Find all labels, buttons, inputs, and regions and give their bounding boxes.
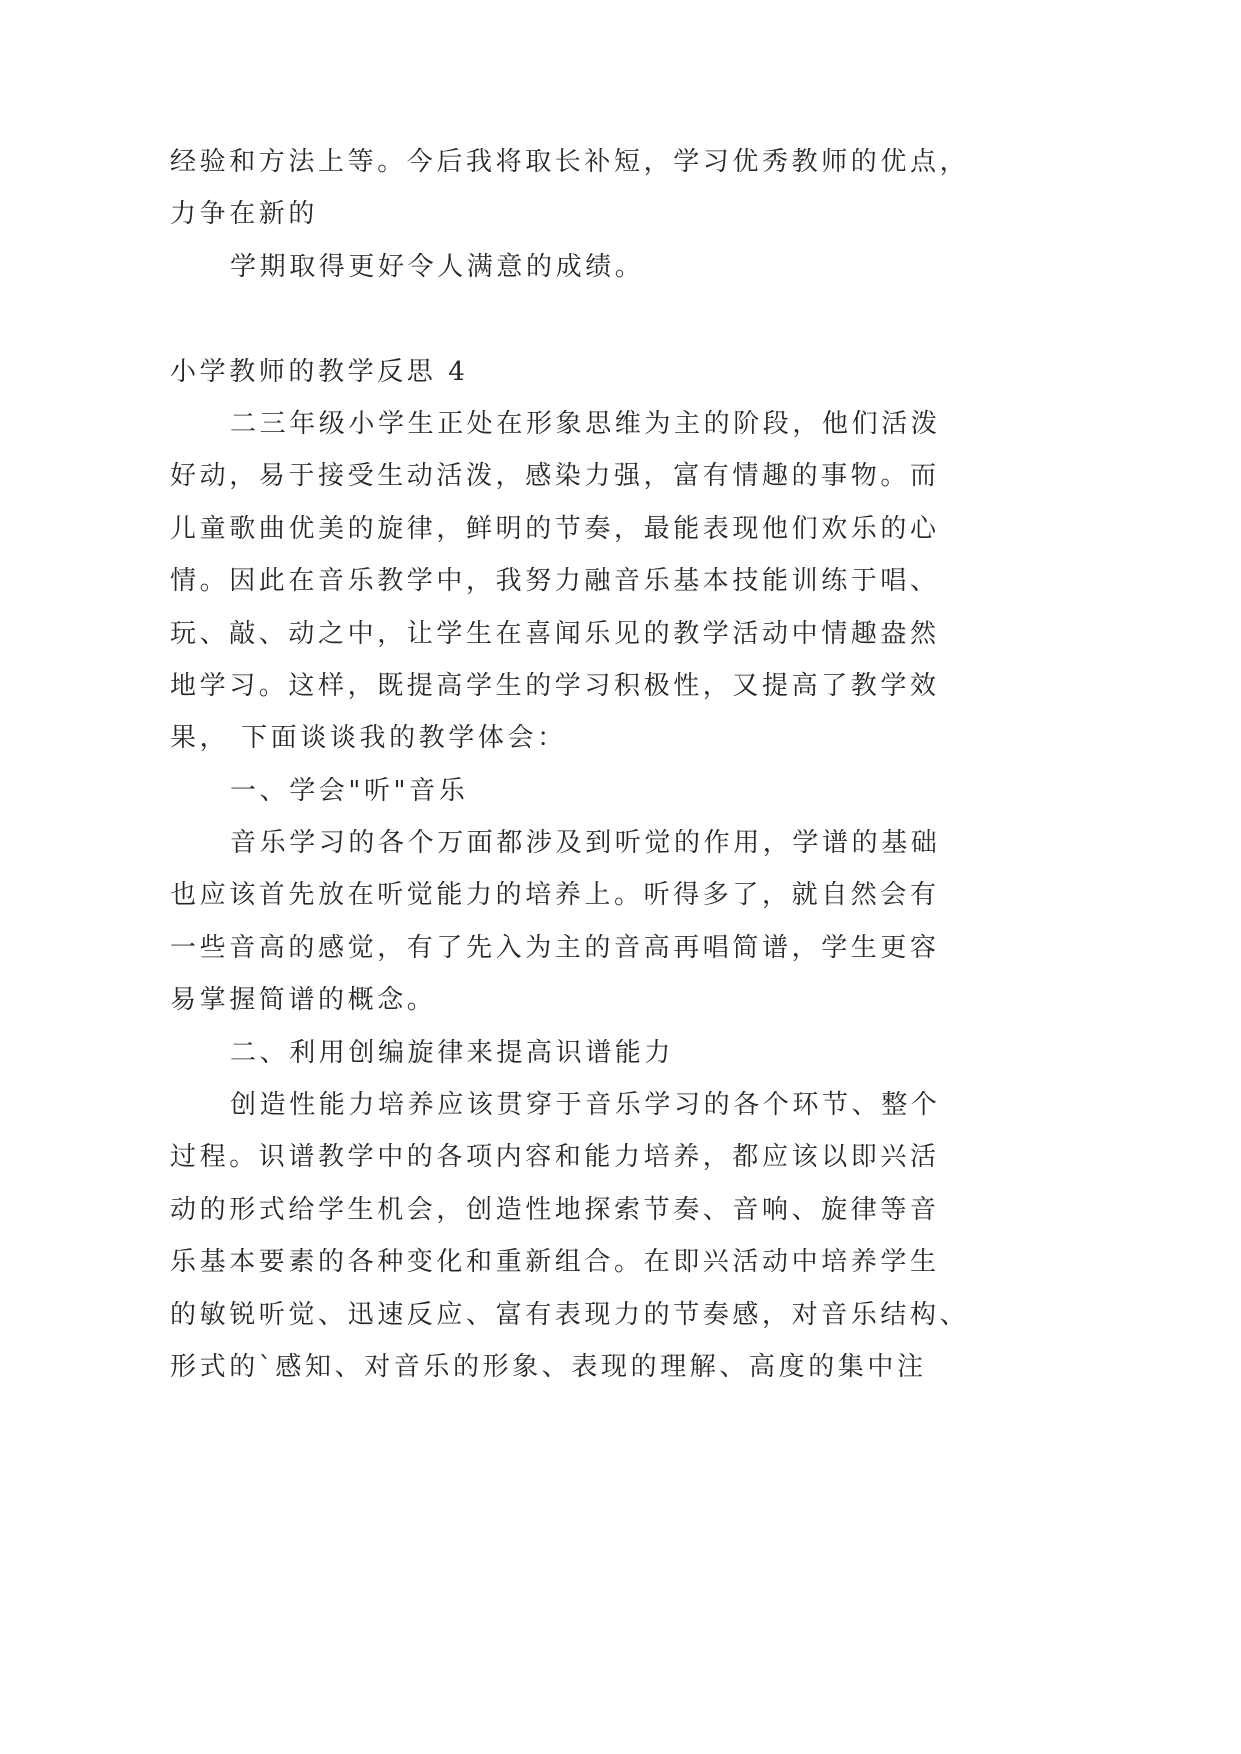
subheading-2: 二、利用创编旋律来提高识谱能力 xyxy=(230,1037,675,1068)
paragraph-line: 过程。识谱教学中的各项内容和能力培养，都应该以即兴活 xyxy=(170,1142,940,1173)
paragraph-line: 学期取得更好令人满意的成绩。 xyxy=(230,251,645,282)
paragraph-line: 的敏锐听觉、迅速反应、富有表现力的节奏感，对音乐结构、 xyxy=(170,1299,970,1330)
paragraph-line: 玩、敲、动之中，让学生在喜闻乐见的教学活动中情趣盎然 xyxy=(170,618,940,649)
paragraph-line: 情。因此在音乐教学中，我努力融音乐基本技能训练于唱、 xyxy=(170,566,940,597)
paragraph-line: 动的形式给学生机会，创造性地探索节奏、音响、旋律等音 xyxy=(170,1194,940,1225)
paragraph-line: 经验和方法上等。今后我将取长补短，学习优秀教师的优点， xyxy=(170,147,970,177)
paragraph-line: 也应该首先放在听觉能力的培养上。听得多了，就自然会有 xyxy=(170,880,940,911)
paragraph-line: 果， 下面谈谈我的教学体会： xyxy=(170,723,567,754)
paragraph-line: 地学习。这样，既提高学生的学习积极性，又提高了教学效 xyxy=(170,670,940,701)
paragraph-line: 二三年级小学生正处在形象思维为主的阶段，他们活泼 xyxy=(230,408,941,439)
paragraph-line: 易掌握简谱的概念。 xyxy=(170,985,437,1016)
section-title: 小学教师的教学反思 4 xyxy=(170,356,469,387)
paragraph-line: 乐基本要素的各种变化和重新组合。在即兴活动中培养学生 xyxy=(170,1247,940,1278)
paragraph-line: 音乐学习的各个万面都涉及到听觉的作用，学谱的基础 xyxy=(230,828,941,859)
paragraph-line: 创造性能力培养应该贯穿于音乐学习的各个环节、整个 xyxy=(230,1090,941,1121)
paragraph-line: 形式的`感知、对音乐的形象、表现的理解、高度的集中注 xyxy=(170,1351,927,1382)
paragraph-line: 一些音高的感觉，有了先入为主的音高再唱简谱，学生更容 xyxy=(170,932,940,963)
paragraph-line: 力争在新的 xyxy=(170,199,319,230)
paragraph-line: 好动，易于接受生动活泼，感染力强，富有情趣的事物。而 xyxy=(170,461,940,492)
subheading-1: 一、学会"听"音乐 xyxy=(230,775,469,806)
paragraph-line: 儿童歌曲优美的旋律，鲜明的节奏，最能表现他们欢乐的心 xyxy=(170,513,940,544)
document-body xyxy=(170,136,1130,1393)
blank-line xyxy=(170,293,1130,345)
